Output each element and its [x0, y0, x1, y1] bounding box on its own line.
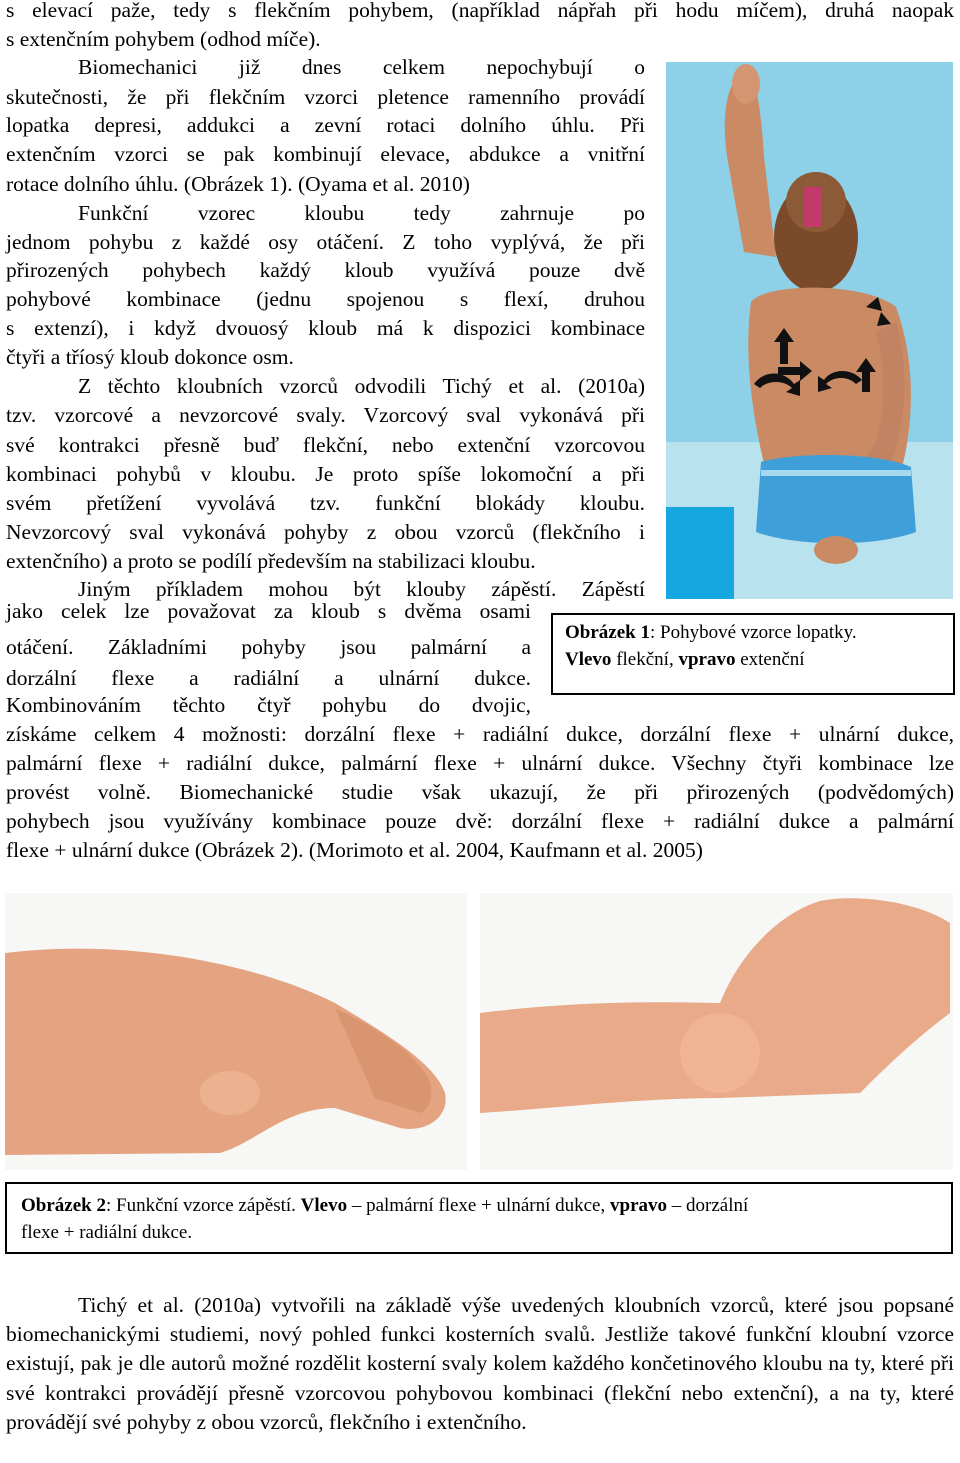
text-line: svém přetížení vyvolává tzv. funkční blokády kloubu. — [6, 491, 645, 515]
caption-text: – dorzální — [667, 1195, 749, 1216]
text-line: otáčení. Základními pohyby jsou palmární a — [6, 635, 531, 659]
caption-right: vpravo — [610, 1195, 667, 1216]
text-line: rotace dolního úhlu. (Obrázek 1). (Oyama et al. 2010) — [6, 172, 470, 196]
text-line: čtyři a tříosý kloub dokonce osm. — [6, 345, 294, 369]
text-line: Biomechanici již dnes celkem nepochybují o — [78, 55, 645, 79]
text-line: kombinaci pohybů v kloubu. Je proto spíše lokomoční a při — [6, 462, 645, 486]
figure-2-caption — [5, 1182, 953, 1254]
text-line: pohybech jsou využívány kombinace pouze dvě: dorzální flexe + radiální dukce a palmární — [6, 809, 954, 833]
caption-text: flexe + radiální dukce. — [21, 1222, 193, 1243]
text-line: provést volně. Biomechanické studie však ukazují, že při přirozených (podvědomých) — [6, 780, 954, 804]
text-line: Kombinováním těchto čtyř pohybu do dvojic, — [6, 693, 531, 717]
text-line: jednom pohybu z každé osy otáčení. Z toho vyplývá, že při — [6, 230, 645, 254]
text-line: Nevzorcový sval vykonává pohyby z obou vzorců (flekčního i — [6, 520, 645, 544]
text-line: své kontrakci přesně buď flekční, nebo extenční vzorcovou — [6, 433, 645, 457]
caption-label: Obrázek 1 — [565, 622, 650, 643]
caption-label: Obrázek 2 — [21, 1195, 106, 1216]
text-line: dorzální flexe a radiální a ulnární dukce. — [6, 666, 531, 690]
bottom-paragraph: Tichý et al. (2010a) vytvořili na základě výše uvedených kloubních vzorců, které jsou popsané biomechanickými studiemi, nový pohled funkci kosterních svalů. Jestliže takové funkční kloubní vzorce existují, pak je dle autorů možné rozdělit kosterní svaly kolem každého končetinového kloubu na ty, které při své kontrakci provádějí přesně vzorcovou pohybovou kombinaci (flekční nebo extenční), a na ty, které provádějí své pohyby z obou vzorců, flekčního i extenčního. — [6, 1293, 954, 1434]
figure-2-left-photo — [5, 893, 467, 1170]
scapula-movement-photo — [666, 62, 953, 599]
text-line: palmární flexe + radiální dukce, palmární flexe + ulnární dukce. Všechny čtyři kombinace lze — [6, 751, 954, 775]
text-line: jako celek lze považovat za kloub s dvěma osami — [6, 599, 531, 623]
text-line: s extenzí), i když dvouosý kloub má k dispozici kombinace — [6, 316, 645, 340]
caption-left: Vlevo — [300, 1195, 348, 1216]
text-line: s elevací paže, tedy s flekčním pohybem, (například nápřah při hodu míčem), druhá naopak — [6, 0, 954, 22]
text-line: s extenčním pohybem (odhod míče). — [6, 27, 321, 51]
text-line: pohybové kombinace (jednu spojenou s flexí, druhou — [6, 287, 645, 311]
text-line: Jiným příkladem mohou být klouby zápěstí. Zápěstí — [78, 577, 645, 601]
caption-text: – palmární flexe + ulnární dukce, — [347, 1195, 610, 1216]
dorsal-flexion-photo — [480, 893, 953, 1170]
text-line: lopatka depresi, addukci a zevní rotaci dolního úhlu. Při — [6, 113, 645, 137]
text-line: přirozených pohybech každý kloub využívá pouze dvě — [6, 258, 645, 282]
text-line: Z těchto kloubních vzorců odvodili Tichý et al. (2010a) — [78, 374, 645, 398]
caption-left: Vlevo — [565, 649, 612, 670]
text-line: extenčního) a proto se podílí především na stabilizaci kloubu. — [6, 549, 536, 573]
text-line: flexe + ulnární dukce (Obrázek 2). (Morimoto et al. 2004, Kaufmann et al. 2005) — [6, 838, 703, 862]
text-line: extenčním vzorci se pak kombinují elevace, abdukce a vnitřní — [6, 142, 645, 166]
caption-text: extenční — [735, 649, 805, 670]
text-line: Funkční vzorec kloubu tedy zahrnuje po — [78, 201, 645, 225]
text-line: skutečnosti, že při flekčním vzorci pletence ramenního provádí — [6, 85, 645, 109]
caption-text: : Pohybové vzorce lopatky. — [649, 622, 857, 643]
palmar-flexion-photo — [5, 893, 467, 1170]
text-line: získáme celkem 4 možnosti: dorzální flexe + radiální dukce, dorzální flexe + ulnární dukce, — [6, 722, 954, 746]
caption-text: flekční, — [611, 649, 679, 670]
text-line: tzv. vzorcové a nevzorcové svaly. Vzorcový sval vykonává při — [6, 403, 645, 427]
figure-1-photo — [666, 62, 953, 599]
figure-2-right-photo — [480, 893, 953, 1170]
caption-right: vpravo — [678, 649, 736, 670]
caption-text: : Funkční vzorce zápěstí. — [105, 1195, 301, 1216]
figure-1-caption — [551, 613, 955, 695]
